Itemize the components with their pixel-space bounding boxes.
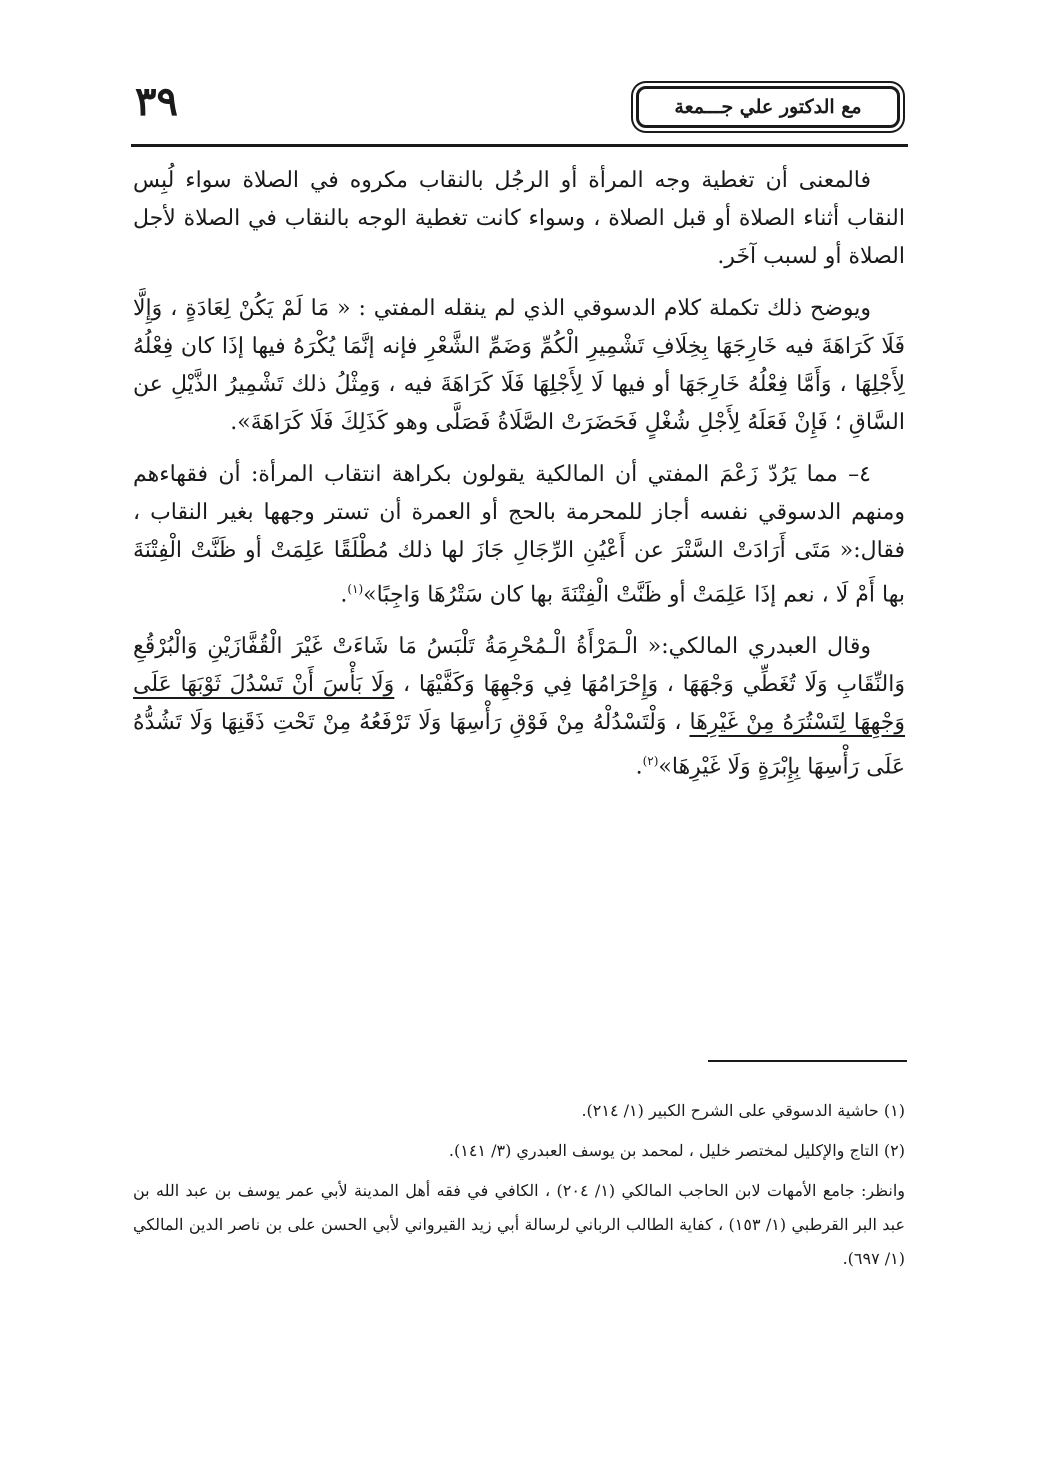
footnote-3: وانظر: جامع الأمهات لابن الحاجب المالكي (١/ ٢٠٤) ، الكافي في فقه أهل المدينة لأبي عمر يوسف بن عبد الله بن عبد البر القرطبي (١/ ١٥٣) ، كفاية الطالب الرباني لرسالة أبي زيد القيرواني لأبي الحسن على بن ناصر الدين المالكي (١/ ٦٩٧). xyxy=(133,1181,906,1268)
paragraph-3 xyxy=(133,456,905,614)
main-text xyxy=(133,162,905,801)
header-divider xyxy=(131,144,908,147)
footnotes xyxy=(133,1094,905,1282)
paragraph-4-text: وقال العبدري المالكي:« الْـمَرْأَةُ الْـمُحْرِمَةُ تَلْبَسُ مَا شَاءَتْ غَيْرَ الْقُفَّازَيْنِ وَالْبُرْقُعِ وَالنِّقَابِ وَلَا تُغَطِّي وَجْهَهَا ، وَإِحْرَامُهَا فِي وَجْهِهَا وَكَفَّيْهَا ، xyxy=(133,634,905,698)
paragraph-4 xyxy=(133,628,905,786)
footnote-divider xyxy=(708,1060,907,1062)
paragraph-4-close: . xyxy=(635,754,643,780)
paragraph-1: فالمعنى أن تغطية وجه المرأة أو الرجُل بالنقاب مكروه في الصلاة سواء لُبِس النقاب أثناء الصلاة أو قبل الصلاة ، وسواء كانت تغطية الوجه بالنقاب في الصلاة لأجل الصلاة أو لسبب آخَر. xyxy=(133,168,905,269)
paragraph-2: ويوضح ذلك تكملة كلام الدسوقي الذي لم ينقله المفتي : « مَا لَمْ يَكُنْ لِعَادَةٍ ، وَإِلَّا فَلَا كَرَاهَةَ فيه خَارِجَهَا بِخِلَافِ تَشْمِيرِ الْكُمِّ وَضَمِّ الشَّعْرِ فإنه إنَّمَا يُكْرَهُ فيها إذَا كان فِعْلُهُ لِأَجْلِهَا ، وَأَمَّا فِعْلُهُ خَارِجَهَا أو فيها لَا لِأَجْلِهَا فَلَا كَرَاهَةَ فيه ، وَمِثْلُ ذلك تَشْمِيرُ الذَّيْلِ عن السَّاقِ ؛ فَإِنْ فَعَلَهُ لِأَجْلِ شُغْلٍ فَحَضَرَتْ الصَّلَاةُ فَصَلَّى وهو كَذَلِكَ فَلَا كَرَاهَةَ». xyxy=(133,296,905,435)
paragraph-3-end: . xyxy=(340,582,348,608)
underlined-quote: وَلَا بَأْسَ أَنْ تَسْدُلَ ثَوْبَهَا عَلَى وَجْهِهَا لِتَسْتُرَهُ مِنْ غَيْرِهَا xyxy=(133,672,905,736)
footnote-2: (٢) التاج والإكليل لمختصر خليل ، لمحمد بن يوسف العبدري (٣/ ١٤١). xyxy=(448,1141,905,1160)
running-header-title xyxy=(636,86,900,128)
paragraph-3-text: ٤– مما يَرُدّ زَعْمَ المفتي أن المالكية يقولون بكراهة انتقاب المرأة: أن فقهاءهم ومنهم الدسوقي نفسه أجاز للمحرمة بالحج أو العمرة أن تستر وجهها بغير النقاب ، فقال:« مَتَى أَرَادَتْ السَّتْرَ عن أَعْيُنِ الرِّجَالِ جَازَ لها ذلك مُطْلَقًا عَلِمَتْ أو ظَنَّتْ الْفِتْنَةَ بها أَمْ لَا ، نعم إذَا عَلِمَتْ أو ظَنَّتْ الْفِتْنَةَ بها كان سَتْرُهَا وَاجِبًا» xyxy=(133,462,905,608)
paragraph-4-rest: ، وَلْتَسْدُلْهُ مِنْ فَوْقِ رَأْسِهَا وَلَا تَرْفَعُهُ مِنْ تَحْتِ ذَقَنِهَا وَلَا تَشُدُّهُ عَلَى رَأْسِهَا بِإِبْرَةٍ وَلَا غَيْرِهَا» xyxy=(133,710,905,780)
footnote-ref-2[interactable]: (٢) xyxy=(642,754,659,769)
book-title: مع الدكتور علي جـــمعة xyxy=(674,96,862,118)
footnote-1: (١) حاشية الدسوقي على الشرح الكبير (١/ ٢١٤). xyxy=(581,1101,905,1120)
footnote-ref-1[interactable]: (١) xyxy=(347,582,364,596)
page-number: ٣٩ xyxy=(135,78,178,125)
